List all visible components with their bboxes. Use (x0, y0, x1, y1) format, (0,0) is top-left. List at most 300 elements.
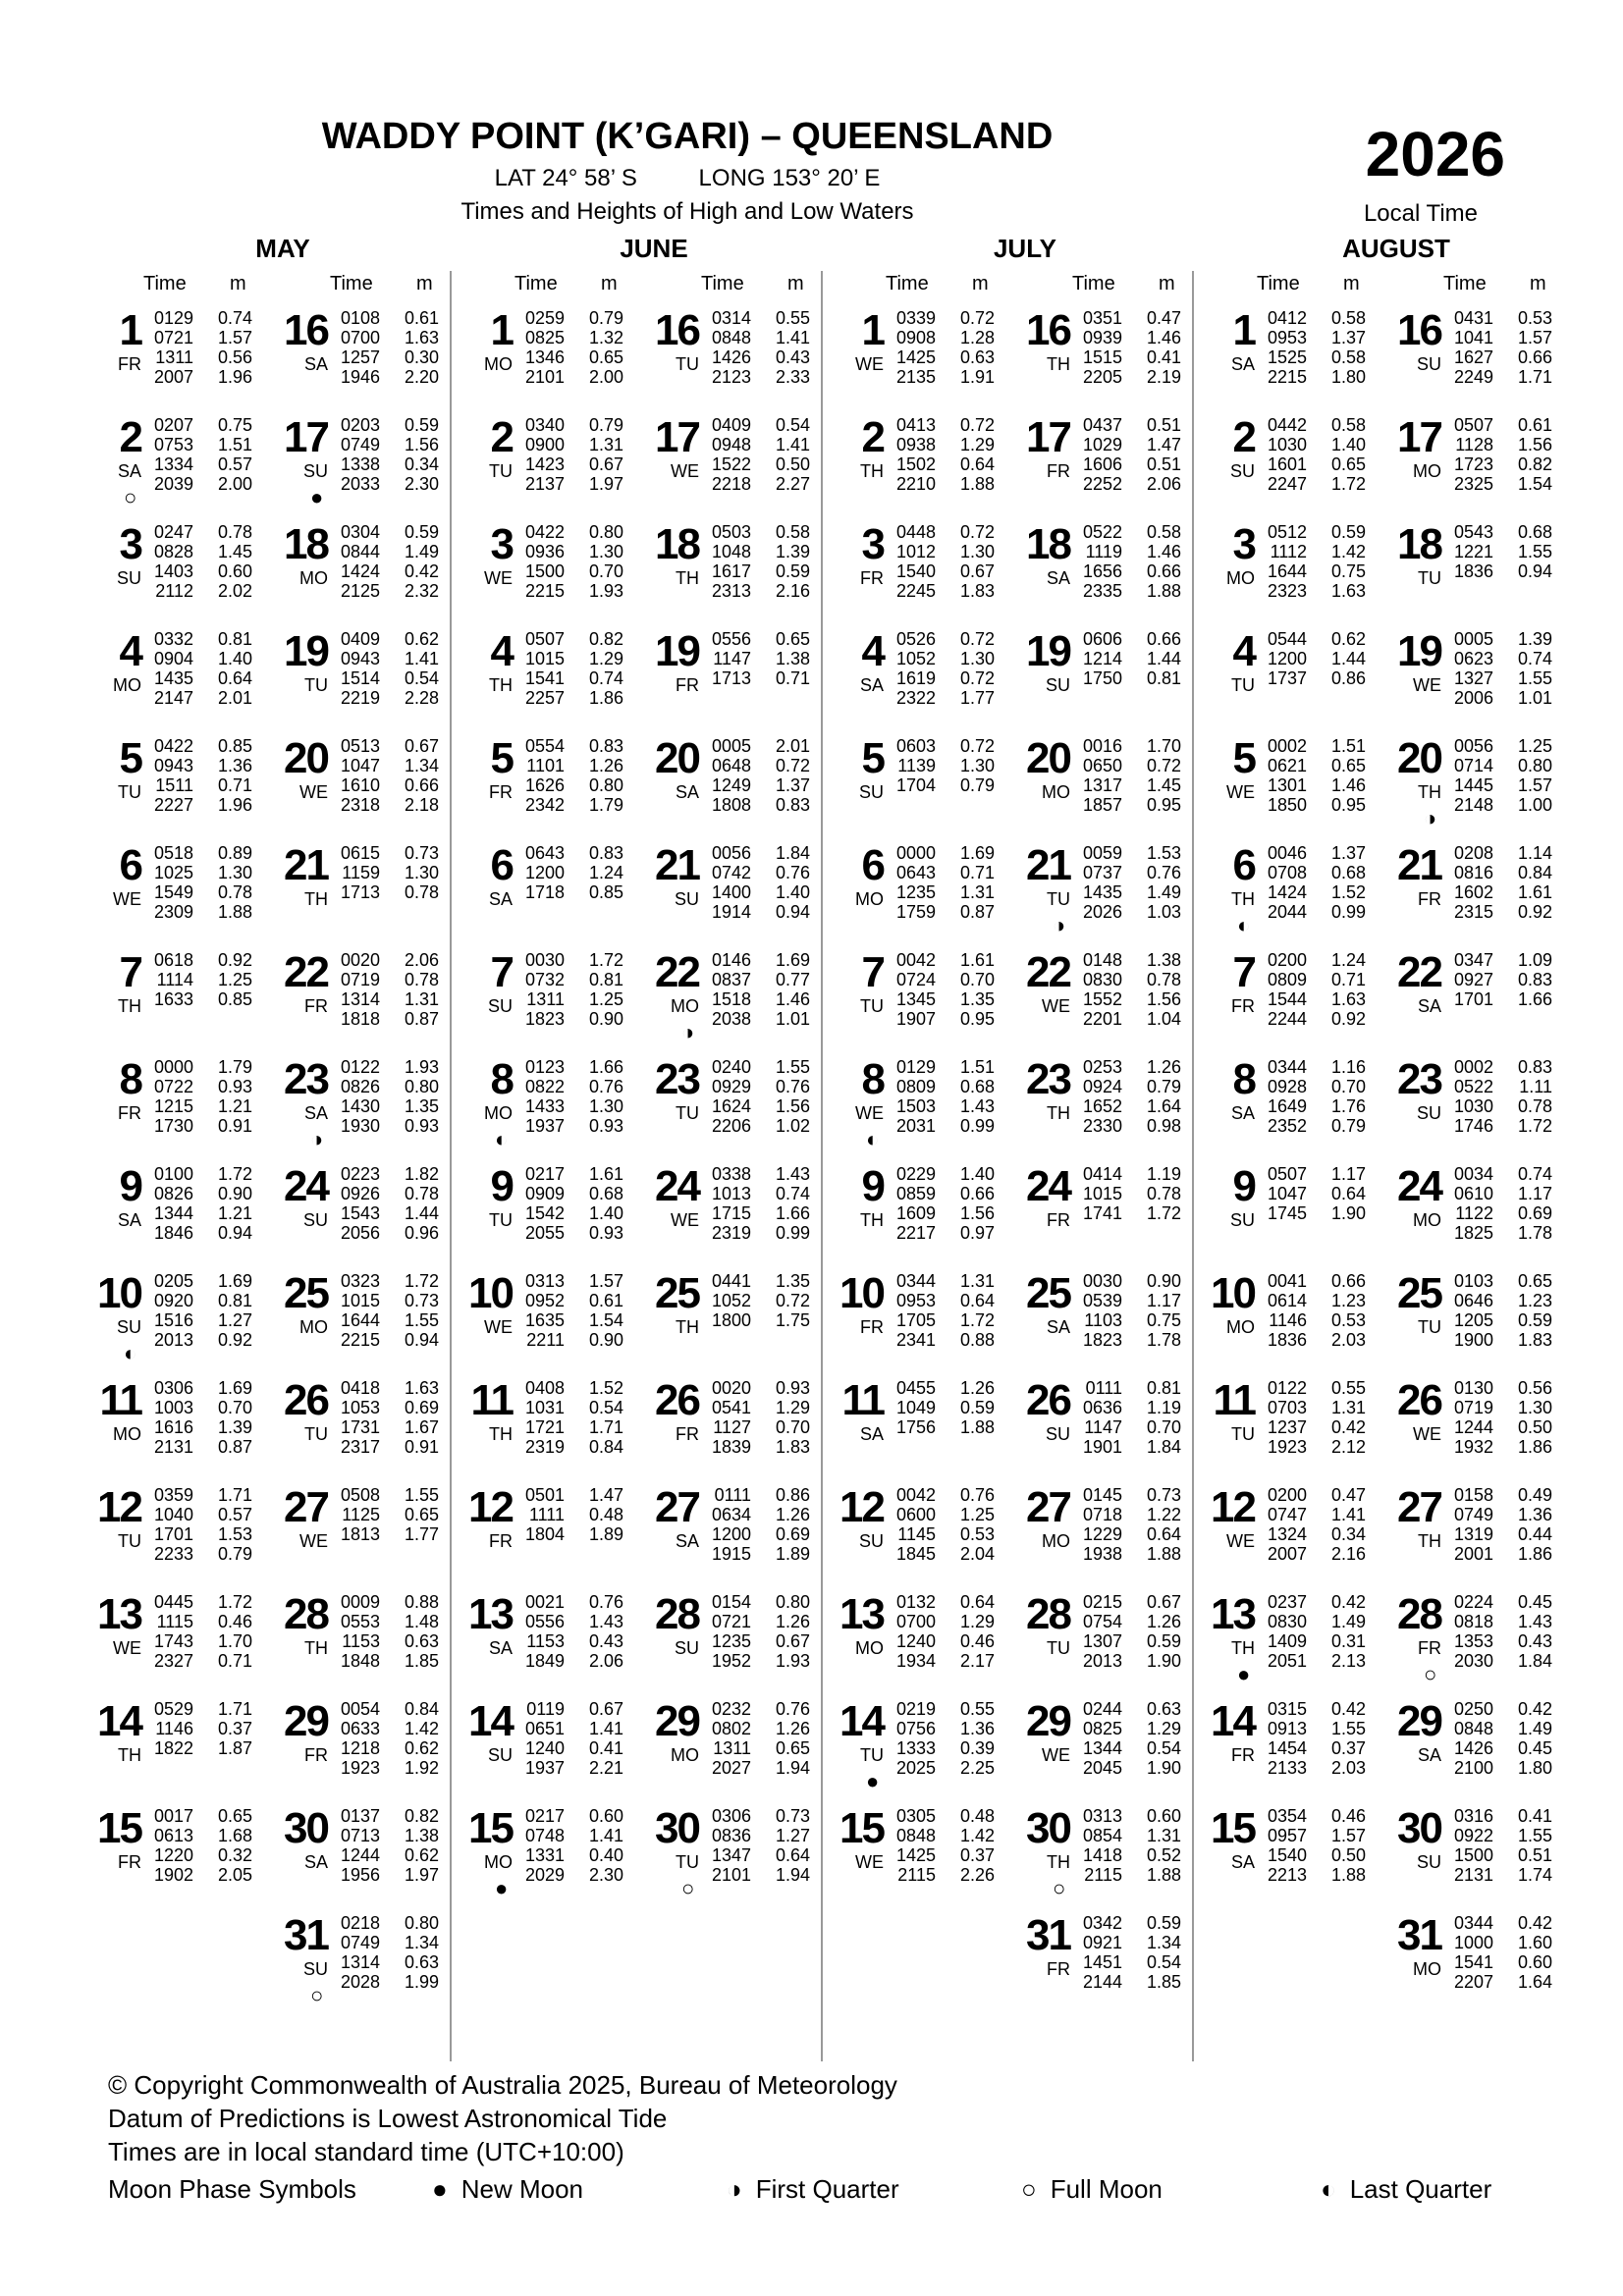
tide-day (1396, 1697, 1579, 1799)
tide-time: 2210 (895, 474, 936, 494)
weekday: SU (116, 1317, 141, 1337)
tide-time: 0042 (895, 1485, 936, 1505)
tide-height: 0.99 (1330, 902, 1366, 922)
tide-time: 1746 (1453, 1116, 1493, 1136)
tide-day (96, 306, 279, 408)
tide-heights (1126, 522, 1181, 601)
tide-time: 0749 (340, 435, 380, 454)
tide-height: 0.82 (404, 1806, 439, 1826)
weekday: WE (1226, 782, 1255, 802)
tide-heights (384, 522, 439, 601)
tide-time: 1923 (1267, 1437, 1307, 1457)
tide-height: 2.16 (775, 581, 810, 601)
tide-time: 0721 (711, 1612, 751, 1631)
weekday: SA (1417, 996, 1441, 1016)
weekday: TH (118, 996, 141, 1016)
tide-time: 0722 (153, 1077, 193, 1096)
tide-times (1073, 1485, 1122, 1564)
tide-time: 1800 (711, 1310, 751, 1330)
tide-height: 2.13 (1330, 1651, 1366, 1671)
tide-time: 2039 (153, 474, 193, 494)
tide-time: 2131 (1453, 1865, 1493, 1885)
tide-height: 0.55 (1330, 1378, 1366, 1398)
tide-time: 0700 (895, 1612, 936, 1631)
tide-time: 2025 (895, 1758, 936, 1778)
tide-heights (1497, 1271, 1552, 1350)
tide-time: 0816 (1453, 863, 1493, 882)
tide-time: 1848 (340, 1651, 380, 1671)
weekday: TH (676, 568, 699, 588)
tide-times (1073, 1699, 1122, 1778)
tide-height: 1.26 (775, 1719, 810, 1738)
tide-time: 1502 (895, 454, 936, 474)
tide-height: 0.34 (404, 454, 439, 474)
tide-time: 0753 (153, 435, 193, 454)
tide-height: 0.71 (217, 1651, 252, 1671)
time-column-header: Time (1257, 273, 1300, 294)
tide-time: 1741 (1082, 1203, 1122, 1223)
tide-height: 0.94 (404, 1330, 439, 1350)
tide-height: 1.30 (959, 542, 995, 561)
tide-heights (568, 1699, 623, 1778)
tide-time: 1115 (156, 1612, 193, 1631)
tide-time: 1146 (155, 1719, 193, 1738)
weekday: FR (1047, 1210, 1070, 1230)
tide-time: 0828 (153, 542, 193, 561)
tide-day (839, 841, 1021, 943)
day-number: 10 (97, 1269, 141, 1317)
tide-time: 2055 (524, 1223, 565, 1243)
tide-height: 2.01 (775, 736, 810, 756)
tide-height: 0.78 (1146, 1184, 1181, 1203)
tide-time: 1932 (1453, 1437, 1493, 1457)
tide-time: 1324 (1267, 1524, 1307, 1544)
day-number: 2 (1232, 413, 1255, 461)
tide-time: 0848 (1453, 1719, 1493, 1738)
tide-time: 0703 (1267, 1398, 1307, 1417)
tide-time: 0100 (153, 1164, 193, 1184)
day-number: 5 (1232, 734, 1255, 782)
tide-time: 0016 (1082, 736, 1122, 756)
tide-time: 0623 (1453, 649, 1493, 668)
day-number: 25 (655, 1269, 699, 1317)
tide-times (1073, 736, 1122, 815)
tide-time: 0148 (1082, 950, 1122, 970)
weekday: MO (1413, 1959, 1441, 1979)
tide-heights (1126, 1271, 1181, 1350)
tide-height: 0.72 (959, 736, 995, 756)
weekday: SA (1230, 354, 1255, 374)
tide-time: 1125 (342, 1505, 380, 1524)
tide-time: 2144 (1082, 1972, 1122, 1992)
tide-time: 1146 (1269, 1310, 1307, 1330)
tide-day (467, 948, 650, 1050)
tide-day (283, 306, 465, 408)
tide-day (654, 413, 837, 515)
tide-times (1444, 1592, 1493, 1671)
tide-time: 0041 (1267, 1271, 1307, 1291)
tide-height: 0.30 (404, 347, 439, 367)
height-column-header: m (230, 273, 246, 294)
full-moon-icon: ○ (124, 485, 137, 509)
tide-time: 0244 (1082, 1699, 1122, 1719)
tide-time: 2330 (1082, 1116, 1122, 1136)
tide-height: 0.53 (1330, 1310, 1366, 1330)
weekday: MO (484, 1103, 513, 1123)
tide-height: 0.37 (1330, 1738, 1366, 1758)
tide-time: 1013 (711, 1184, 751, 1203)
legend-item (432, 2173, 583, 2205)
tide-times (1258, 1271, 1307, 1350)
tide-height: 1.77 (404, 1524, 439, 1544)
day-number: 21 (284, 841, 328, 889)
tide-height: 1.23 (1330, 1291, 1366, 1310)
tide-time: 2013 (1082, 1651, 1122, 1671)
tide-height: 1.37 (775, 775, 810, 795)
tide-height: 1.19 (1146, 1164, 1181, 1184)
day-number: 16 (1397, 306, 1441, 354)
tide-height: 1.44 (1330, 649, 1366, 668)
tide-time: 2028 (340, 1972, 380, 1992)
tide-time: 0339 (895, 308, 936, 328)
tide-heights (1126, 415, 1181, 494)
tide-time: 1334 (153, 454, 193, 474)
tide-times (331, 1271, 380, 1350)
day-number: 11 (1213, 1376, 1255, 1424)
tide-time: 0822 (524, 1077, 565, 1096)
tide-time: 1822 (153, 1738, 193, 1758)
tide-time: 2115 (897, 1865, 936, 1885)
tide-times (144, 1592, 193, 1671)
tide-time: 0253 (1082, 1057, 1122, 1077)
tide-times (1444, 1271, 1493, 1350)
weekday: SA (303, 1103, 328, 1123)
tide-time: 1425 (895, 1845, 936, 1865)
tide-height: 0.45 (1517, 1592, 1552, 1612)
tide-time: 2207 (1453, 1972, 1493, 1992)
tide-time: 0030 (1082, 1271, 1122, 1291)
tide-heights (755, 1592, 810, 1671)
weekday: WE (855, 1103, 884, 1123)
tide-height: 2.21 (588, 1758, 623, 1778)
day-number: 30 (284, 1804, 328, 1852)
tide-height: 1.54 (1517, 474, 1552, 494)
tide-height: 0.65 (1330, 756, 1366, 775)
tide-height: 1.90 (1146, 1651, 1181, 1671)
tide-height: 0.79 (959, 775, 995, 795)
tide-time: 2033 (340, 474, 380, 494)
tide-height: 1.36 (959, 1719, 995, 1738)
tide-time: 0948 (711, 435, 751, 454)
tide-height: 0.95 (959, 1009, 995, 1029)
tide-height: 0.61 (1517, 415, 1552, 435)
tide-day (283, 1483, 465, 1585)
tide-heights (1497, 1378, 1552, 1457)
tide-height: 0.53 (1517, 308, 1552, 328)
weekday: TU (1231, 675, 1255, 695)
weekday: SU (302, 1959, 328, 1979)
tide-height: 0.51 (1146, 454, 1181, 474)
tide-time: 0825 (524, 328, 565, 347)
tide-times (1444, 736, 1493, 815)
tide-heights (197, 736, 252, 815)
tide-time: 1756 (895, 1417, 936, 1437)
tide-day (1210, 734, 1392, 836)
tide-time: 1311 (713, 1738, 751, 1758)
tide-time: 1704 (895, 775, 936, 795)
day-number: 29 (284, 1697, 328, 1745)
tide-time: 1823 (1082, 1330, 1122, 1350)
tide-time: 0943 (340, 649, 380, 668)
tide-times (887, 1592, 936, 1671)
tide-height: 1.92 (404, 1758, 439, 1778)
tide-height: 0.65 (404, 1505, 439, 1524)
tide-height: 1.94 (775, 1865, 810, 1885)
tide-day (839, 306, 1021, 408)
tide-time: 1705 (895, 1310, 936, 1330)
tide-height: 1.72 (959, 1310, 995, 1330)
day-number: 17 (284, 413, 328, 461)
tide-time: 0522 (1453, 1077, 1493, 1096)
tide-day (654, 1483, 837, 1585)
tide-time: 1540 (1267, 1845, 1307, 1865)
tide-heights (755, 736, 810, 815)
tide-time: 2257 (524, 688, 565, 708)
tide-time: 1220 (153, 1845, 193, 1865)
tide-time: 1052 (895, 649, 936, 668)
tide-time: 0445 (153, 1592, 193, 1612)
tide-heights (755, 308, 810, 387)
tide-height: 0.69 (775, 1524, 810, 1544)
tide-height: 1.00 (1517, 795, 1552, 815)
tide-height: 1.71 (217, 1485, 252, 1505)
tide-time: 0957 (1267, 1826, 1307, 1845)
tide-time: 2233 (153, 1544, 193, 1564)
day-number: 31 (284, 1911, 328, 1959)
tide-height: 1.84 (1517, 1651, 1552, 1671)
tide-day (1396, 1162, 1579, 1264)
tide-day (1210, 1697, 1392, 1799)
weekday: FR (860, 568, 884, 588)
tide-time: 0953 (895, 1291, 936, 1310)
tide-times (702, 1485, 751, 1564)
day-number: 7 (119, 948, 141, 996)
day-number: 14 (468, 1697, 513, 1745)
tide-height: 0.76 (775, 1699, 810, 1719)
tide-time: 1542 (524, 1203, 565, 1223)
tide-heights (384, 1699, 439, 1778)
tide-times (702, 736, 751, 815)
tide-heights (1497, 950, 1552, 1009)
day-number: 24 (1397, 1162, 1441, 1210)
day-number: 11 (470, 1376, 513, 1424)
tide-day (96, 948, 279, 1050)
tide-height: 0.65 (588, 347, 623, 367)
tide-time: 1205 (1453, 1310, 1493, 1330)
day-number: 27 (1397, 1483, 1441, 1531)
tide-height: 1.41 (775, 435, 810, 454)
tide-height: 0.81 (1146, 1378, 1181, 1398)
weekday: MO (671, 1745, 699, 1765)
tide-time: 1101 (526, 756, 565, 775)
tide-height: 0.32 (217, 1845, 252, 1865)
tide-height: 1.89 (775, 1544, 810, 1564)
tide-time: 0854 (1082, 1826, 1122, 1845)
tide-heights (755, 1806, 810, 1885)
tide-times (887, 1699, 936, 1778)
tide-time: 1418 (1082, 1845, 1122, 1865)
tide-time: 0648 (711, 756, 751, 775)
tide-time: 0713 (340, 1826, 380, 1845)
tide-day (467, 520, 650, 622)
tide-time: 2030 (1453, 1651, 1493, 1671)
tide-time: 0304 (340, 522, 380, 542)
tide-times (331, 629, 380, 708)
tide-height: 0.72 (959, 308, 995, 328)
weekday: MO (299, 568, 328, 588)
tide-height: 0.63 (959, 347, 995, 367)
tide-height: 1.31 (1146, 1826, 1181, 1845)
tide-time: 1435 (1082, 882, 1122, 902)
weekday: TU (489, 461, 513, 481)
tide-heights (568, 1485, 623, 1544)
tide-time: 0146 (711, 950, 751, 970)
tide-height: 1.51 (1330, 736, 1366, 756)
tide-heights (197, 1485, 252, 1564)
tide-height: 1.88 (1330, 1865, 1366, 1885)
tide-time: 0017 (153, 1806, 193, 1826)
tide-time: 1049 (895, 1398, 936, 1417)
tide-day (96, 520, 279, 622)
coordinates (0, 165, 1375, 192)
tide-day (1396, 1483, 1579, 1585)
day-number: 13 (1211, 1590, 1255, 1638)
tide-time: 1839 (711, 1437, 751, 1457)
tide-time: 2245 (895, 581, 936, 601)
tide-height: 0.93 (588, 1116, 623, 1136)
tide-time: 2026 (1082, 902, 1122, 922)
tide-time: 0000 (895, 843, 936, 863)
tide-heights (1497, 415, 1552, 494)
tide-height: 1.40 (959, 1164, 995, 1184)
tide-height: 1.88 (1146, 1544, 1181, 1564)
tide-height: 0.64 (217, 668, 252, 688)
tide-height: 1.39 (217, 1417, 252, 1437)
tide-day (654, 1269, 837, 1371)
tide-time: 1552 (1082, 989, 1122, 1009)
tide-heights (1497, 1485, 1552, 1564)
weekday: SU (487, 996, 513, 1016)
tide-time: 2247 (1267, 474, 1307, 494)
tide-height: 1.72 (1146, 1203, 1181, 1223)
tide-time: 0332 (153, 629, 193, 649)
tide-height: 0.37 (959, 1845, 995, 1865)
tide-height: 0.46 (959, 1631, 995, 1651)
tide-heights (1126, 1378, 1181, 1457)
tide-height: 1.26 (775, 1612, 810, 1631)
tide-time: 1525 (1267, 347, 1307, 367)
tide-height: 0.66 (959, 1184, 995, 1203)
tide-height: 1.41 (588, 1826, 623, 1845)
tide-time: 1433 (524, 1096, 565, 1116)
tide-day (96, 1697, 279, 1799)
day-number: 23 (284, 1055, 328, 1103)
tide-time: 0054 (340, 1699, 380, 1719)
day-number: 26 (1026, 1376, 1070, 1424)
tide-height: 0.57 (217, 454, 252, 474)
tide-day (467, 1590, 650, 1692)
tide-height: 1.88 (1146, 581, 1181, 601)
day-number: 18 (284, 520, 328, 568)
tide-time: 0802 (711, 1719, 751, 1738)
tide-time: 1311 (155, 347, 193, 367)
tide-heights (1126, 1699, 1181, 1778)
tide-day (96, 627, 279, 729)
tide-height: 1.86 (588, 688, 623, 708)
tide-height: 0.79 (217, 1544, 252, 1564)
tide-heights (1497, 1699, 1552, 1778)
tide-time: 1048 (711, 542, 751, 561)
tide-height: 0.60 (1517, 1952, 1552, 1972)
tide-height: 0.98 (1146, 1116, 1181, 1136)
tide-time: 1808 (711, 795, 751, 815)
day-number: 12 (468, 1483, 513, 1531)
tide-heights (1126, 1913, 1181, 1992)
tide-day (467, 306, 650, 408)
tide-time: 0351 (1082, 308, 1122, 328)
tide-height: 0.59 (1330, 522, 1366, 542)
tide-time: 0503 (711, 522, 751, 542)
tide-height: 0.76 (775, 863, 810, 882)
tide-times (702, 1806, 751, 1885)
day-number: 9 (119, 1162, 141, 1210)
tide-height: 0.65 (775, 1738, 810, 1758)
tide-height: 1.90 (1330, 1203, 1366, 1223)
day-number: 20 (655, 734, 699, 782)
tide-height: 1.43 (959, 1096, 995, 1116)
tide-heights (1126, 1057, 1181, 1136)
weekday: SA (488, 1638, 513, 1658)
weekday: MO (1413, 1210, 1441, 1230)
tide-time: 0200 (1267, 950, 1307, 970)
weekday: FR (1418, 1638, 1441, 1658)
tide-height: 0.85 (217, 989, 252, 1009)
weekday: TU (1418, 568, 1441, 588)
tide-height: 0.74 (588, 668, 623, 688)
tide-height: 0.54 (775, 415, 810, 435)
tide-height: 1.84 (1146, 1437, 1181, 1457)
tide-time: 1030 (1453, 1096, 1493, 1116)
day-number: 13 (468, 1590, 513, 1638)
tide-day (467, 734, 650, 836)
day-number: 13 (97, 1590, 141, 1638)
weekday: MO (484, 1852, 513, 1872)
tide-time: 0618 (153, 950, 193, 970)
tide-height: 1.39 (775, 542, 810, 561)
tide-time: 0306 (153, 1378, 193, 1398)
tide-height: 1.30 (588, 1096, 623, 1116)
tide-day (1396, 1590, 1579, 1692)
tide-time: 0232 (711, 1699, 751, 1719)
tide-times (702, 1057, 751, 1136)
tide-time: 1938 (1082, 1544, 1122, 1564)
height-column-header: m (972, 273, 989, 294)
day-number: 29 (1026, 1697, 1070, 1745)
tide-height: 1.26 (775, 1505, 810, 1524)
tide-height: 2.30 (588, 1865, 623, 1885)
tide-time: 1857 (1082, 795, 1122, 815)
tide-height: 0.56 (1517, 1378, 1552, 1398)
